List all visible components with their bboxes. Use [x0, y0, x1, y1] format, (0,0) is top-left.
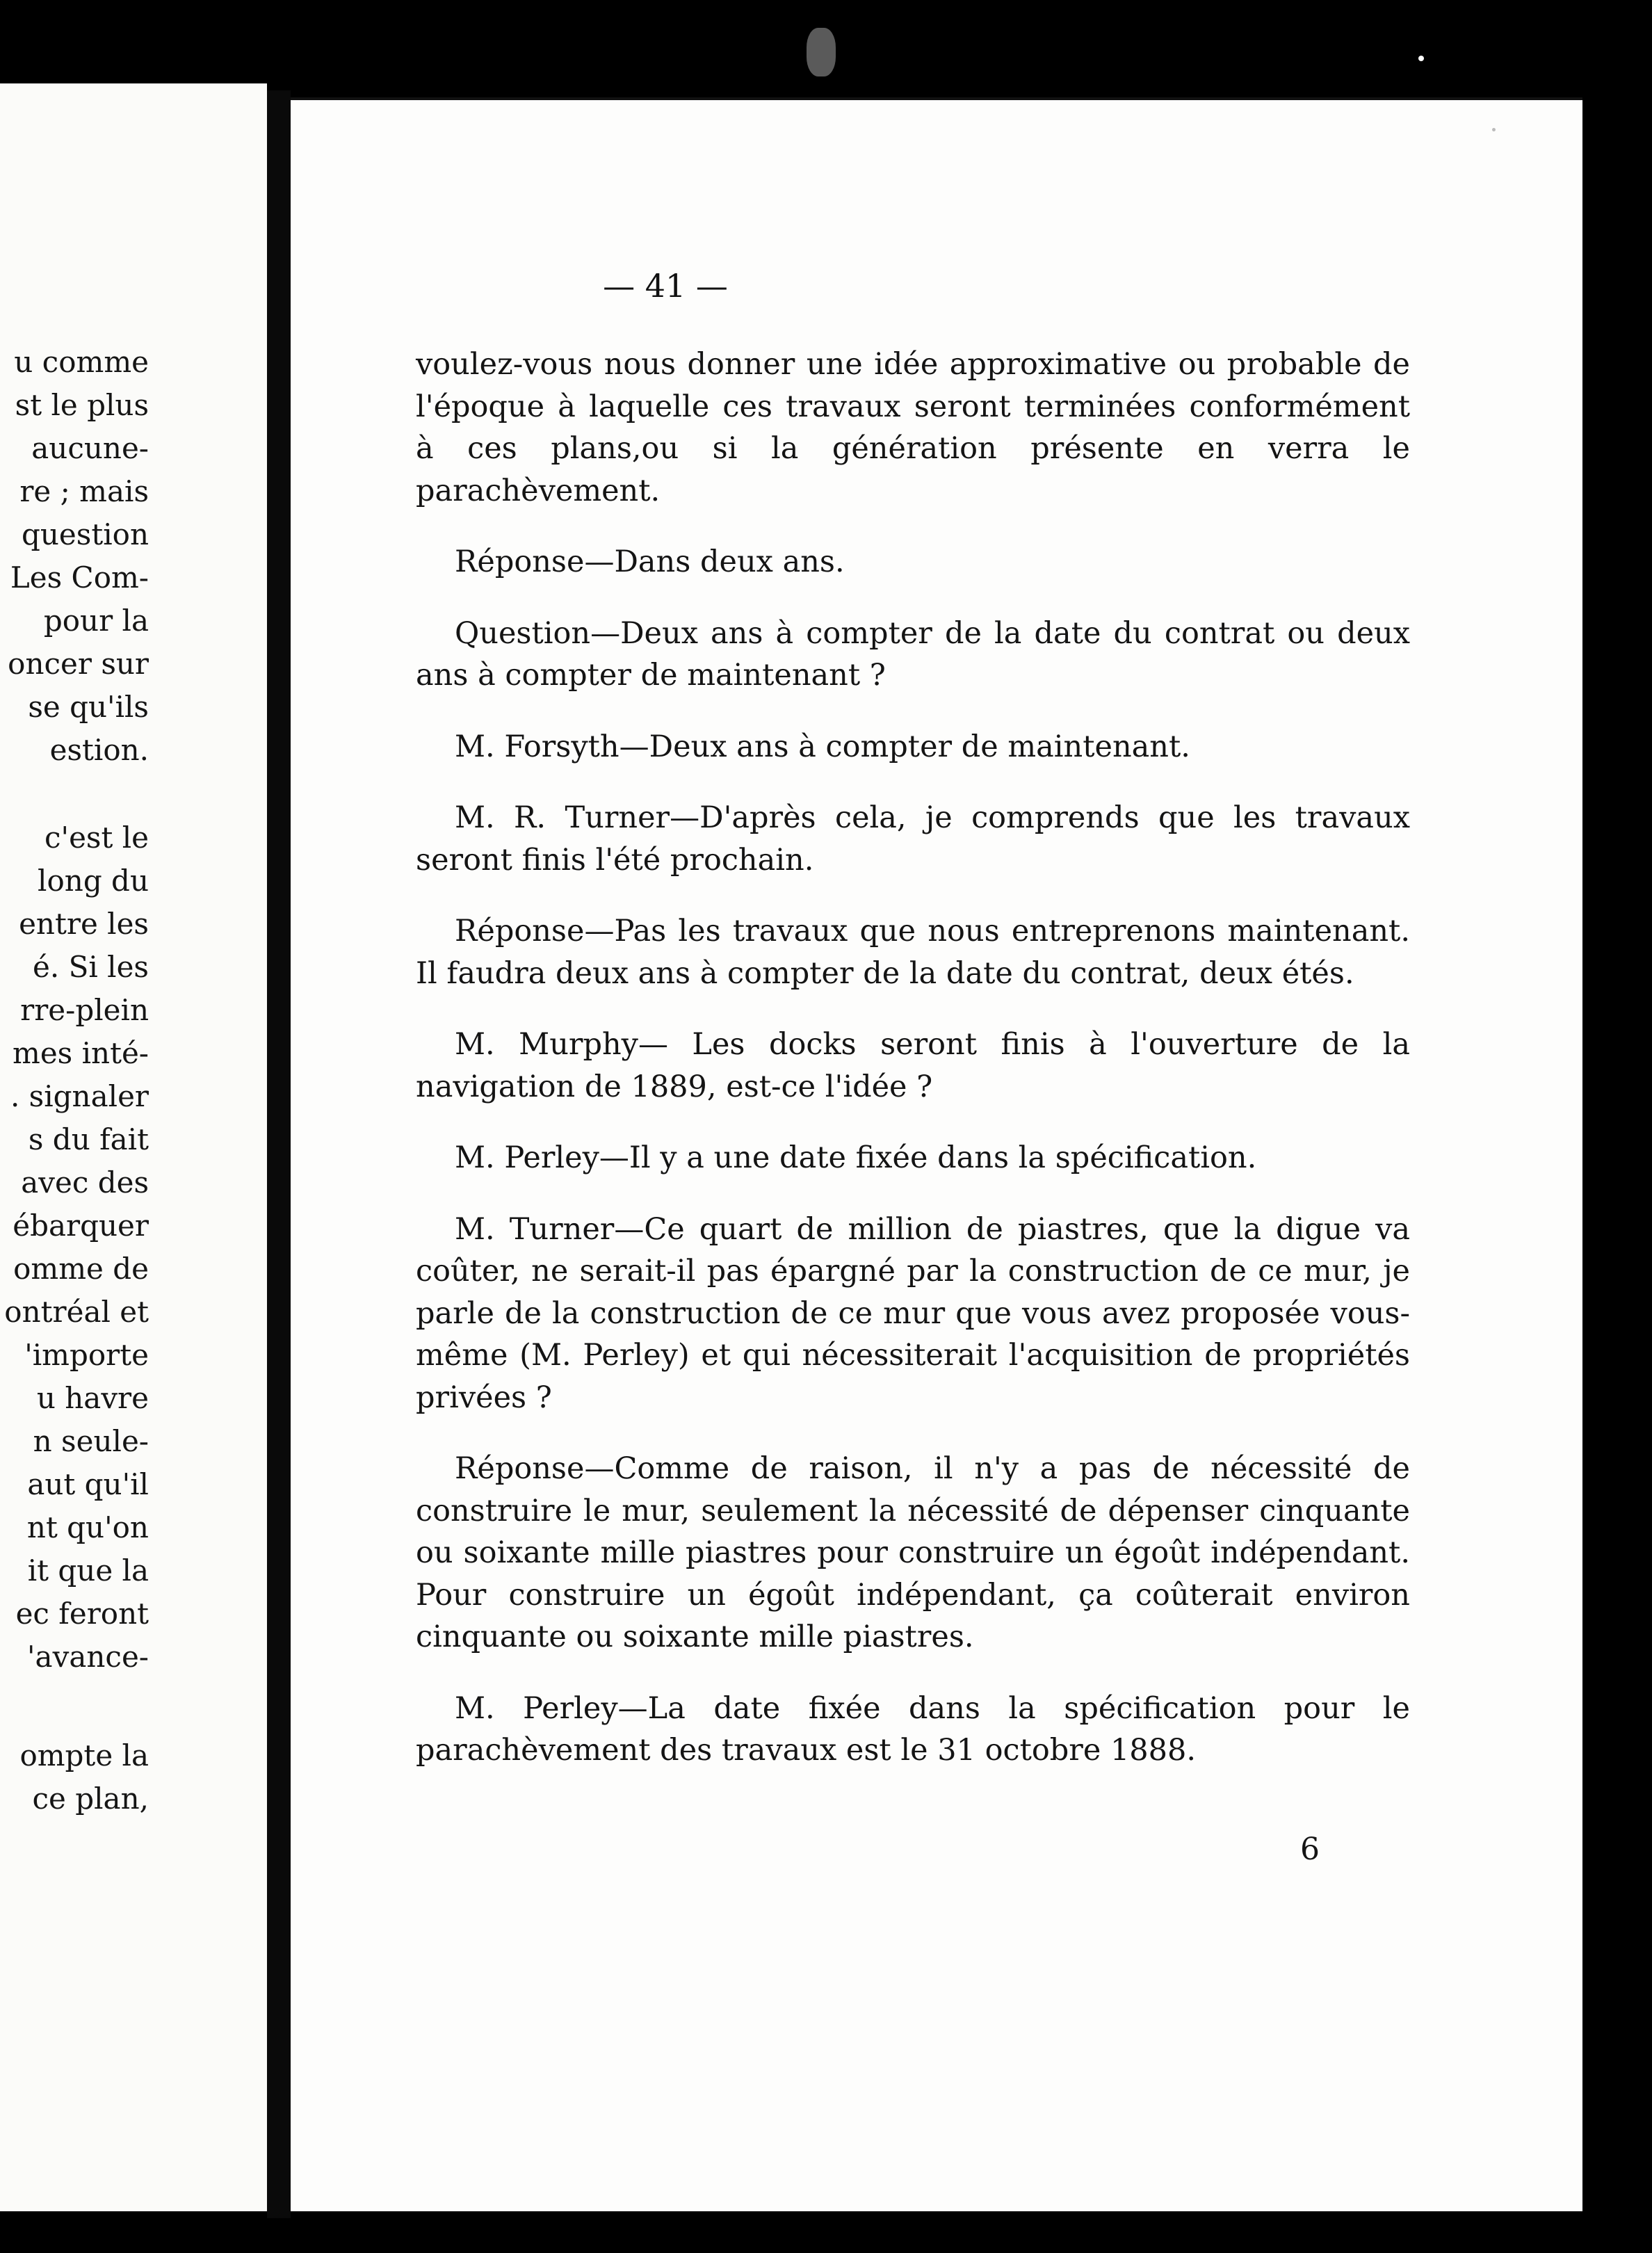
scan-speck [1418, 56, 1424, 61]
scan-speck [1492, 128, 1496, 131]
left-line: 'avance- [27, 1640, 149, 1674]
left-page-fragment [0, 83, 267, 2211]
paragraph: M. R. Turner—D'après cela, je comprends que les travaux seront finis l'été prochain. [416, 800, 1410, 878]
left-line: nt qu'on [26, 1510, 149, 1544]
left-line: 'importe [24, 1338, 149, 1372]
left-line: aucune- [31, 431, 149, 465]
left-line: ébarquer [13, 1209, 149, 1243]
right-page [291, 97, 1582, 2211]
paragraph: Réponse—Dans deux ans. [455, 544, 845, 579]
paragraph: Question—Deux ans à compter de la date du contrat ou deux ans à compter de maintenant ? [416, 615, 1410, 693]
left-line: s du fait [28, 1122, 149, 1156]
paragraph: M. Perley—La date fixée dans la spécification pour le parachèvement des travaux est le 31 octobre 1888. [416, 1690, 1410, 1768]
signature-mark: 6 [1300, 1832, 1320, 1867]
left-line: estion. [49, 733, 149, 767]
left-line: ompte la [19, 1738, 149, 1772]
left-line: ontréal et [4, 1295, 149, 1329]
left-line: u comme [14, 345, 149, 379]
paragraph: voulez-vous nous donner une idée approximative ou probable de l'époque à laquelle ces travaux seront terminées conformément à ces plans,ou si la génération présente en verra le parachèvement. [416, 347, 1410, 508]
paragraph: M. Turner—Ce quart de million de piastres, que la digue va coûter, ne serait-il pas épargné par la construction de ce mur, je parle de la construction de ce mur que vous avez proposée vous-même (M. Perley) et qui nécessiterait l'acquisition de propriétés privées ? [416, 1211, 1410, 1415]
left-line: u havre [36, 1381, 149, 1415]
left-line: ec feront [15, 1597, 149, 1631]
left-line: pour la [43, 604, 149, 638]
left-line: c'est le [44, 821, 149, 855]
left-line: ce plan, [32, 1782, 149, 1816]
paragraph: Réponse—Pas les travaux que nous entreprenons maintenant. Il faudra deux ans à compter de la date du contrat, deux étés. [416, 914, 1410, 991]
book-gutter [267, 90, 291, 2218]
left-line: rre-plein [20, 993, 149, 1027]
paragraph: Réponse—Comme de raison, il n'y a pas de nécessité de construire le mur, seulement la nécessité de dépenser cinquante ou soixante mille piastres pour construire un égoût indépendant. Pour construire un égoût indépendant, ça coûterait environ cinquante ou soixante mille piastres. [416, 1451, 1410, 1654]
body-text [416, 344, 1410, 1801]
paragraph: M. Perley—Il y a une date fixée dans la spécification. [455, 1140, 1257, 1175]
paragraph: M. Forsyth—Deux ans à compter de maintenant. [455, 729, 1190, 764]
left-line: long du [38, 864, 149, 898]
paragraph: M. Murphy— Les docks seront finis à l'ouverture de la navigation de 1889, est-ce l'idée ? [416, 1027, 1410, 1104]
left-line: se qu'ils [28, 690, 149, 724]
left-line: re ; mais [19, 474, 149, 508]
left-line: avec des [21, 1165, 149, 1200]
left-line: é. Si les [33, 950, 149, 984]
left-line: . signaler [10, 1079, 149, 1113]
left-line: it que la [27, 1553, 149, 1588]
left-line: Les Com- [10, 560, 149, 595]
left-line: question [22, 517, 149, 551]
page-number: — 41 — [603, 267, 728, 305]
left-line: entre les [19, 907, 149, 941]
left-line: omme de [13, 1252, 149, 1286]
scan-blotch [807, 28, 836, 76]
left-line: mes inté- [13, 1036, 149, 1070]
left-line: n seule- [33, 1424, 149, 1458]
left-line: aut qu'il [27, 1467, 149, 1501]
left-line: st le plus [15, 388, 149, 422]
left-line: oncer sur [8, 647, 149, 681]
